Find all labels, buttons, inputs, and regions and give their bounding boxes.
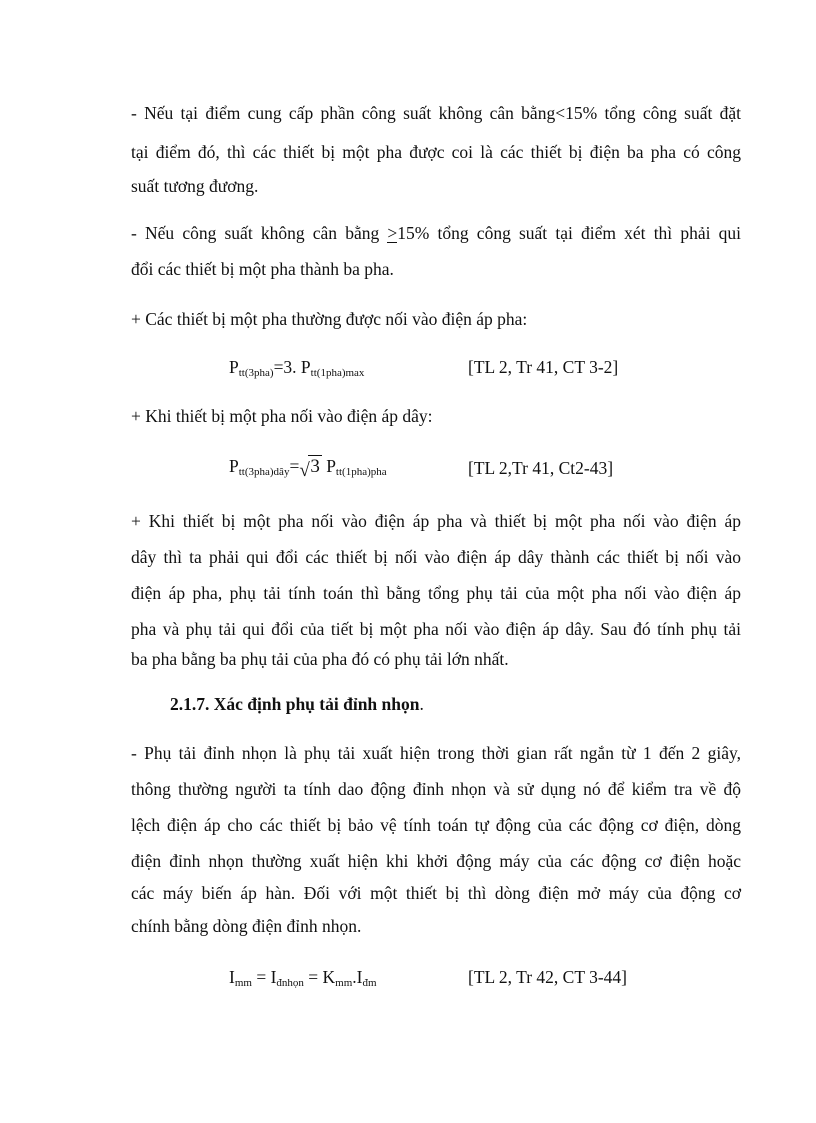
section-heading: 2.1.7. Xác định phụ tải đỉnh nhọn. — [170, 694, 424, 714]
paragraph-6-line-3: lệch điện áp cho các thiết bị bảo vệ tính toán tự động của các động cơ điện, dòng — [131, 815, 741, 835]
paragraph-1-line-3: suất tương đương. — [131, 176, 259, 196]
paragraph-5-line-1: + Khi thiết bị một pha nối vào điện áp pha và thiết bị một pha nối vào điện áp — [131, 511, 741, 531]
square-root: √ 3 — [299, 456, 320, 481]
paragraph-5-line-4: pha và phụ tải qui đổi của tiết bị một pha nối vào điện áp dây. Sau đó tính phụ tải — [131, 619, 741, 639]
paragraph-1-line-2: tại điểm đó, thì các thiết bị một pha được coi là các thiết bị điện ba pha có công — [131, 142, 741, 162]
formula-3-reference: [TL 2, Tr 42, CT 3-44] — [468, 967, 627, 987]
paragraph-6-line-5: các máy biến áp hàn. Đối với một thiết bị thì dòng điện mở máy của động cơ — [131, 883, 741, 903]
paragraph-5-line-5: ba pha bằng ba phụ tải của pha đó có phụ tải lớn nhất. — [131, 649, 509, 669]
formula-2: $P_{tt(3pha)dây}=$ √ 3 $P_{tt(1pha)pha}$ — [229, 456, 387, 481]
formula-2-reference: [TL 2,Tr 41, Ct2-43] — [468, 458, 614, 478]
formula-1: $P_{tt(3pha)}=3$. $P_{tt(1pha)max}$ — [229, 357, 365, 379]
paragraph-2-line-1: - Nếu công suất không cân bằng > 15% tổng công suất tại điểm xét thì phải qui — [131, 223, 741, 243]
formula-1-reference: [TL 2, Tr 41, CT 3-2] — [468, 357, 619, 377]
paragraph-6-line-2: thông thường người ta tính dao động đỉnh nhọn và sử dụng nó để kiểm tra về độ — [131, 779, 741, 799]
formula-3: $I_{mm} = I_{đnhọn} = K_{mm}.I_{đm}$ — [229, 967, 377, 989]
greater-equal-symbol: > — [387, 223, 398, 243]
paragraph-6-line-4: điện đỉnh nhọn thường xuất hiện khi khởi động máy của các động cơ điện hoặc — [131, 851, 741, 871]
paragraph-6-line-1: - Phụ tải đỉnh nhọn là phụ tải xuất hiện trong thời gian rất ngắn từ 1 đến 2 giây, — [131, 743, 741, 763]
paragraph-1-line-1: - Nếu tại điểm cung cấp phần công suất không cân bằng<15% tổng công suất đặt — [131, 103, 742, 123]
paragraph-5-line-2: dây thì ta phải qui đổi các thiết bị nối vào điện áp dây thành các thiết bị nối vào — [131, 547, 741, 567]
paragraph-5-line-3: điện áp pha, phụ tải tính toán thì bằng tổng phụ tải của một pha nối vào điện áp — [131, 583, 741, 603]
paragraph-2-line-2: đổi các thiết bị một pha thành ba pha. — [131, 259, 394, 279]
paragraph-3: + Các thiết bị một pha thường được nối vào điện áp pha: — [131, 309, 528, 329]
paragraph-4: + Khi thiết bị một pha nối vào điện áp dây: — [131, 406, 433, 426]
paragraph-6-line-6: chính bằng dòng điện đỉnh nhọn. — [131, 916, 362, 936]
